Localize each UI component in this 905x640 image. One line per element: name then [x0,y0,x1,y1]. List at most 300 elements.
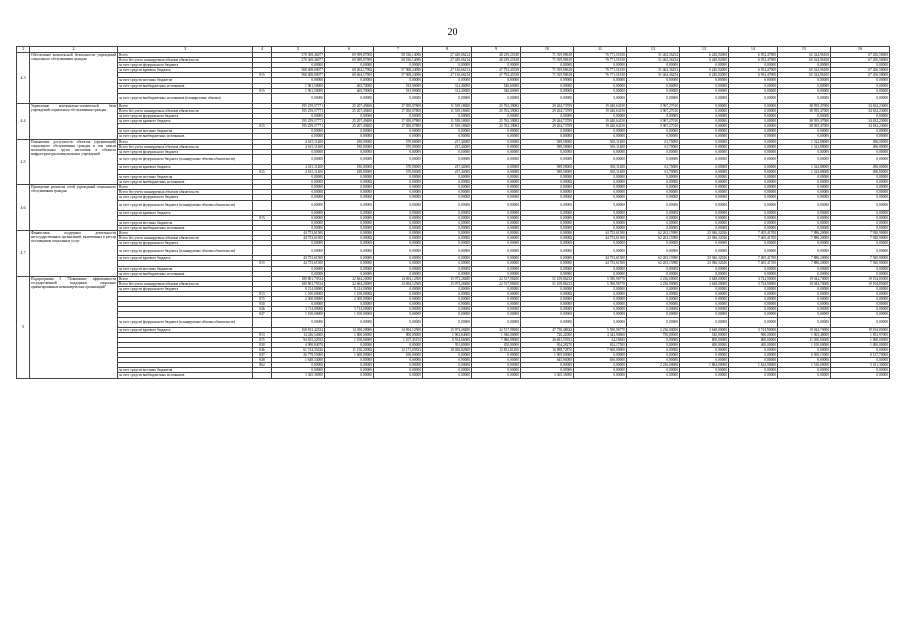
amount-cell: 312,40000 [423,83,472,88]
amount-cell: 0,00000 [831,246,890,256]
amount-cell: 1 961,50000 [272,88,325,93]
amount-cell: 8 214,00000 [272,286,325,291]
amount-cell: 0,00000 [627,353,680,358]
amount-cell: 0,00000 [831,93,890,103]
amount-cell: 3 724,90000 [729,327,778,332]
amount-cell: 44 753,61500 [272,236,325,241]
amount-cell: 0,00000 [729,302,778,307]
amount-cell: 0,00000 [627,63,680,68]
amount-cell: 237,44000 [423,164,472,169]
amount-cell: 0,00000 [627,246,680,256]
amount-cell: 0,00000 [423,261,472,266]
amount-cell: 0,00000 [729,317,778,327]
amount-cell: 0,00000 [778,225,831,230]
amount-cell: 17 050,07800 [374,119,423,124]
amount-cell: 2 300,00000 [272,297,325,302]
amount-cell: 0,00000 [729,88,778,93]
amount-cell: 34 632,23000 [831,119,890,124]
column-number: 3 [118,47,253,53]
agency-code [253,246,272,256]
amount-cell: 0,00000 [729,220,778,225]
amount-cell: 237,44000 [423,144,472,149]
amount-cell: 0,00000 [272,190,325,195]
table-row [17,58,890,63]
amount-cell: 0,00000 [423,256,472,261]
amount-cell: 0,00000 [325,317,374,327]
amount-cell: 0,00000 [831,292,890,297]
amount-cell: 29 264,73709 [521,124,574,129]
amount-cell: 0,00000 [680,139,729,144]
amount-cell: 19 044,70000 [778,327,831,332]
amount-cell: 0,00000 [680,292,729,297]
amount-cell: 0,00000 [627,286,680,291]
amount-cell: 0,00000 [680,154,729,164]
amount-cell: 0,00000 [521,93,574,103]
amount-cell: 0,00000 [778,129,831,134]
section-name: Подпрограмма 5 "Повышение эффективности государственной поддержки социально ориентированных некоммерческих организаций" [30,276,118,378]
amount-cell: 0,00000 [521,83,574,88]
amount-cell: 2 236,00000 [627,281,680,286]
amount-cell: 0,00000 [729,180,778,185]
amount-cell: 7 405,41700 [729,256,778,261]
amount-cell: 7 405,41700 [729,261,778,266]
amount-cell: 58 536,14096 [374,58,423,63]
amount-cell: 0,00000 [325,134,374,139]
amount-cell: 0,00000 [521,175,574,180]
page-number: 20 [447,27,458,38]
amount-cell: 6 506,15000 [778,353,831,358]
amount-cell: 71 919,98618 [521,68,574,73]
amount-cell: 589,58000 [521,139,574,144]
amount-cell: 1 324,88000 [778,144,831,149]
amount-cell: 0,00000 [521,256,574,261]
amount-cell: 0,00000 [574,190,627,195]
amount-cell: 0,00000 [729,347,778,352]
amount-cell: 0,00000 [778,88,831,93]
amount-cell: 0,00000 [272,368,325,373]
amount-cell: 180 801,79334 [272,281,325,286]
amount-cell: 0,00000 [574,134,627,139]
amount-cell: 0,00000 [831,317,890,327]
amount-cell: 0,00000 [374,114,423,119]
amount-cell: 19 440,64150 [574,103,627,108]
amount-cell: 58 536,14096 [374,53,423,58]
amount-cell: 0,00000 [729,114,778,119]
amount-cell: 0,00000 [574,149,627,154]
amount-cell: 0,00000 [831,195,890,200]
funding-source: Всего [118,276,253,281]
amount-cell: 0,00000 [423,78,472,83]
amount-cell: 570 369,46077 [272,53,325,58]
amount-cell: 0,00000 [680,215,729,220]
amount-cell: 19 194,85000 [831,281,890,286]
amount-cell: 0,00000 [423,185,472,190]
funding-source: за счет средств внебюджетных источников [118,271,253,276]
amount-cell: 0,00000 [831,210,890,215]
amount-cell: 6 240,02000 [680,58,729,63]
amount-cell: 14 694,12500 [374,281,423,286]
amount-cell: 0,00000 [831,297,890,302]
amount-cell: 0,00000 [272,180,325,185]
amount-cell: 0,00000 [472,169,521,174]
amount-cell: 0,00000 [423,246,472,256]
agency-code: 813 [253,292,272,297]
amount-cell: 0,00000 [831,175,890,180]
amount-cell: 0,00000 [272,175,325,180]
amount-cell: 17 050,07800 [374,103,423,108]
amount-cell: 0,00000 [423,154,472,164]
amount-cell: 61 744,35426 [272,347,325,352]
amount-cell: 0,00000 [423,195,472,200]
amount-cell: 0,00000 [472,358,521,363]
amount-cell: 0,00000 [521,261,574,266]
amount-cell: 546,60000 [472,88,521,93]
agency-code [253,200,272,210]
amount-cell: 535,90000 [374,88,423,93]
amount-cell: 0,00000 [729,195,778,200]
amount-cell: 0,00000 [831,302,890,307]
amount-cell: 0,00000 [574,297,627,302]
amount-cell: 7 886,20000 [778,256,831,261]
amount-cell: 27 449,06214 [423,53,472,58]
amount-cell: 0,00000 [374,63,423,68]
amount-cell: 0,00000 [325,266,374,271]
amount-cell: 6 952,47900 [729,53,778,58]
column-number: 11 [574,47,627,53]
amount-cell: 0,00000 [574,78,627,83]
amount-cell: 0,00000 [472,180,521,185]
amount-cell: 15 973,28480 [423,327,472,332]
amount-cell: 0,00000 [574,154,627,164]
amount-cell: 29 264,73709 [521,119,574,124]
amount-cell: 0,00000 [272,317,325,327]
amount-cell: 0,00000 [729,312,778,317]
amount-cell: 0,00000 [680,210,729,215]
amount-cell: 0,00000 [272,215,325,220]
amount-cell: 565,11400 [574,144,627,149]
amount-cell: 0,00000 [325,154,374,164]
amount-cell: 0,00000 [729,93,778,103]
amount-cell: 0,00000 [831,215,890,220]
amount-cell: 0,00000 [472,368,521,373]
amount-cell: 0,00000 [680,134,729,139]
amount-cell: 1 800,00000 [325,332,374,337]
amount-cell: 61,70000 [627,169,680,174]
agency-code: 830 [253,302,272,307]
amount-cell: 44 753,61500 [272,261,325,266]
funding-source: за счет средств местных бюджетов [118,266,253,271]
amount-cell: 0,00000 [472,129,521,134]
table-body [17,47,890,379]
amount-cell: 565,11400 [574,139,627,144]
agency-code: 815 [253,88,272,93]
amount-cell: 0,00000 [627,93,680,103]
amount-cell: 1 324,88000 [778,169,831,174]
amount-cell: 44 753,61500 [574,231,627,236]
amount-cell: 0,00000 [472,144,521,149]
amount-cell: 465,70000 [325,83,374,88]
amount-cell: 0,00000 [680,297,729,302]
amount-cell: 0,00000 [778,134,831,139]
funding-source: за счет средств федерального бюджета [118,63,253,68]
funding-source: за счет средств федерального бюджета [118,195,253,200]
section-number: 5 [17,276,30,378]
amount-cell: 3 714,00000 [325,307,374,312]
amount-cell: 0,00000 [729,164,778,169]
amount-cell: 0,00000 [374,231,423,236]
budget-table [16,46,890,379]
agency-code: 815 [253,124,272,129]
amount-cell: 0,00000 [472,149,521,154]
amount-cell: 44 753,61500 [574,261,627,266]
amount-cell: 4 615,11400 [272,139,325,144]
amount-cell: 57 968,24096 [374,73,423,78]
amount-cell: 0,00000 [680,246,729,256]
amount-cell: 589,58000 [521,169,574,174]
amount-cell: 0,00000 [831,88,890,93]
agency-code: 846 [253,347,272,352]
amount-cell: 0,00000 [729,149,778,154]
amount-cell: 62 263,15980 [627,256,680,261]
amount-cell: 0,00000 [521,210,574,215]
amount-cell: 44 753,61500 [272,256,325,261]
amount-cell: 0,00000 [778,83,831,88]
amount-cell: 0,00000 [374,195,423,200]
amount-cell: 17 050,07800 [374,124,423,129]
amount-cell: 0,00000 [729,139,778,144]
amount-cell: 25 762,39082 [472,108,521,113]
amount-cell: 0,00000 [472,185,521,190]
amount-cell: 7 600,00000 [574,347,627,352]
amount-cell: 0,00000 [472,297,521,302]
amount-cell: 0,00000 [521,368,574,373]
amount-cell: 0,00000 [574,312,627,317]
agency-code: 815 [253,169,272,174]
amount-cell: 0,00000 [272,225,325,230]
amount-cell: 0,00000 [729,292,778,297]
amount-cell: 11 539,18600 [423,119,472,124]
amount-cell: 3 724,90000 [729,276,778,281]
amount-cell: 0,00000 [472,220,521,225]
amount-cell: 3 365,36900 [521,373,574,378]
amount-cell: 0,00000 [627,129,680,134]
amount-cell: 570,00000 [374,139,423,144]
amount-cell: 180 801,79334 [272,276,325,281]
amount-cell: 7 886,20000 [778,231,831,236]
amount-cell: 3 648,00000 [680,327,729,332]
amount-cell: 1 946,00000 [472,332,521,337]
amount-cell: 0,00000 [472,114,521,119]
amount-cell: 11 539,18600 [423,124,472,129]
amount-cell: 4 615,11400 [272,164,325,169]
amount-cell: 0,00000 [574,200,627,210]
amount-cell: 0,00000 [472,241,521,246]
amount-cell: 237,44000 [423,139,472,144]
amount-cell: 17 050,07800 [374,108,423,113]
amount-cell: 25 207,49400 [325,124,374,129]
amount-cell: 0,00000 [272,246,325,256]
funding-source: за счет средств местных бюджетов [118,129,253,134]
amount-cell: 0,00000 [680,108,729,113]
funding-source: Всего без учета планируемых объемов обязательств [118,236,253,241]
amount-cell: 570 369,46077 [272,58,325,63]
funding-source: за счет средств федерального бюджета (планируемые объемы обязательств) [118,200,253,210]
amount-cell: 22 517,98200 [472,281,521,286]
amount-cell: 0,00000 [680,175,729,180]
amount-cell: 0,00000 [574,271,627,276]
amount-cell: 0,00000 [472,312,521,317]
amount-cell: 0,00000 [325,215,374,220]
amount-cell: 0,00000 [680,368,729,373]
amount-cell: 0,00000 [521,185,574,190]
amount-cell: 0,00000 [472,195,521,200]
amount-cell: 496,00000 [831,144,890,149]
table-row [17,93,890,103]
amount-cell: 0,00000 [472,63,521,68]
amount-cell: 1 516,00000 [778,363,831,368]
amount-cell: 750,00000 [627,332,680,337]
amount-cell: 0,00000 [472,236,521,241]
amount-cell: 0,00000 [778,373,831,378]
amount-cell: 69 099,87900 [325,58,374,63]
agency-code [253,154,272,164]
amount-cell: 0,00000 [521,297,574,302]
amount-cell: 0,00000 [778,114,831,119]
amount-cell: 0,00000 [521,134,574,139]
amount-cell: 106,00000 [374,353,423,358]
amount-cell: 0,00000 [627,312,680,317]
amount-cell: 400,00000 [680,342,729,347]
funding-source: Всего без учета планируемых объемов обязательств [118,144,253,149]
amount-cell: 496,00000 [831,164,890,169]
section-number: 4.6 [17,185,30,231]
amount-cell: 8 517,70000 [831,353,890,358]
agency-code: 815 [253,215,272,220]
amount-cell: 1 100,00000 [325,337,374,342]
amount-cell: 0,00000 [627,175,680,180]
amount-cell: 0,00000 [472,175,521,180]
amount-cell: 14 450,20000 [325,327,374,332]
amount-cell: 0,00000 [627,292,680,297]
amount-cell: 0,00000 [521,215,574,220]
amount-cell: 0,00000 [272,63,325,68]
funding-source: за счет средств федерального бюджета (планируемые объемы обязательств) [118,154,253,164]
amount-cell: 0,00000 [272,220,325,225]
amount-cell: 4 615,11400 [272,169,325,174]
amount-cell: 25 762,39082 [472,103,521,108]
funding-source: Всего [118,53,253,58]
amount-cell: 0,00000 [680,129,729,134]
amount-cell: 0,00000 [423,190,472,195]
amount-cell: 0,00000 [472,266,521,271]
amount-cell: 0,00000 [423,210,472,215]
amount-cell: 0,00000 [680,63,729,68]
amount-cell: 1 100,00000 [325,312,374,317]
amount-cell: 0,00000 [423,175,472,180]
amount-cell: 0,00000 [627,210,680,215]
amount-cell: 0,00000 [627,154,680,164]
amount-cell: 568 408,00077 [272,68,325,73]
amount-cell: 25 762,39082 [472,124,521,129]
amount-cell: 0,00000 [521,231,574,236]
amount-cell: 0,00000 [521,317,574,327]
amount-cell: 0,00000 [680,241,729,246]
amount-cell: 0,00000 [574,180,627,185]
amount-cell: 0,00000 [680,83,729,88]
amount-cell: 0,00000 [680,185,729,190]
amount-cell: 0,00000 [325,185,374,190]
funding-source: за счет средств федерального бюджета [118,286,253,291]
amount-cell: 0,00000 [374,185,423,190]
amount-cell: 1 000,00000 [831,342,890,347]
amount-cell: 565,11400 [574,169,627,174]
column-number: 7 [374,47,423,53]
amount-cell: 0,00000 [574,353,627,358]
amount-cell: 0,00000 [374,129,423,134]
amount-cell: 0,00000 [374,363,423,368]
amount-cell: 14 694,12500 [374,327,423,332]
amount-cell: 1 963,84000 [423,332,472,337]
amount-cell: 51 462,36254 [627,68,680,73]
amount-cell: 67 456,58000 [831,68,890,73]
amount-cell: 0,00000 [325,175,374,180]
amount-cell: 312,40000 [423,88,472,93]
amount-cell: 5 590,96770 [574,276,627,281]
amount-cell: 5 011,30000 [831,363,890,368]
amount-cell: 0,00000 [472,271,521,276]
amount-cell: 0,00000 [729,297,778,302]
amount-cell: 0,00000 [831,129,890,134]
amount-cell: 0,00000 [778,292,831,297]
amount-cell: 0,00000 [627,347,680,352]
amount-cell: 3 648,00000 [680,276,729,281]
amount-cell: 0,00000 [374,175,423,180]
amount-cell: 67 456,58000 [831,73,890,78]
amount-cell: 14 246,54000 [272,332,325,337]
amount-cell: 1 324,88000 [778,139,831,144]
amount-cell: 0,00000 [778,358,831,363]
amount-cell: 0,00000 [521,88,574,93]
amount-cell: 0,00000 [729,124,778,129]
amount-cell: 0,00000 [325,236,374,241]
amount-cell: 0,00000 [374,373,423,378]
amount-cell: 23 946,32026 [680,236,729,241]
funding-source: за счет средств местных бюджетов [118,368,253,373]
amount-cell: 3 967,27010 [627,124,680,129]
amount-cell: 62,19845 [574,337,627,342]
amount-cell: 0,00000 [729,246,778,256]
amount-cell: 0,00000 [374,317,423,327]
amount-cell: 0,00000 [472,190,521,195]
amount-cell: 0,00000 [325,200,374,210]
amount-cell: 69 464,17900 [325,68,374,73]
amount-cell: 0,00000 [831,190,890,195]
amount-cell: 34 632,23000 [831,103,890,108]
amount-cell: 0,00000 [325,129,374,134]
amount-cell: 0,00000 [272,154,325,164]
column-number: 13 [680,47,729,53]
amount-cell: 0,00000 [729,200,778,210]
amount-cell: 0,00000 [729,169,778,174]
amount-cell: 0,00000 [374,210,423,215]
amount-cell: 0,00000 [831,312,890,317]
amount-cell: 6 952,47900 [729,73,778,78]
amount-cell: 0,00000 [729,271,778,276]
amount-cell: 69 099,87900 [325,53,374,58]
amount-cell: 0,00000 [831,286,890,291]
amount-cell: 0,00000 [574,215,627,220]
amount-cell: 0,00000 [778,154,831,164]
